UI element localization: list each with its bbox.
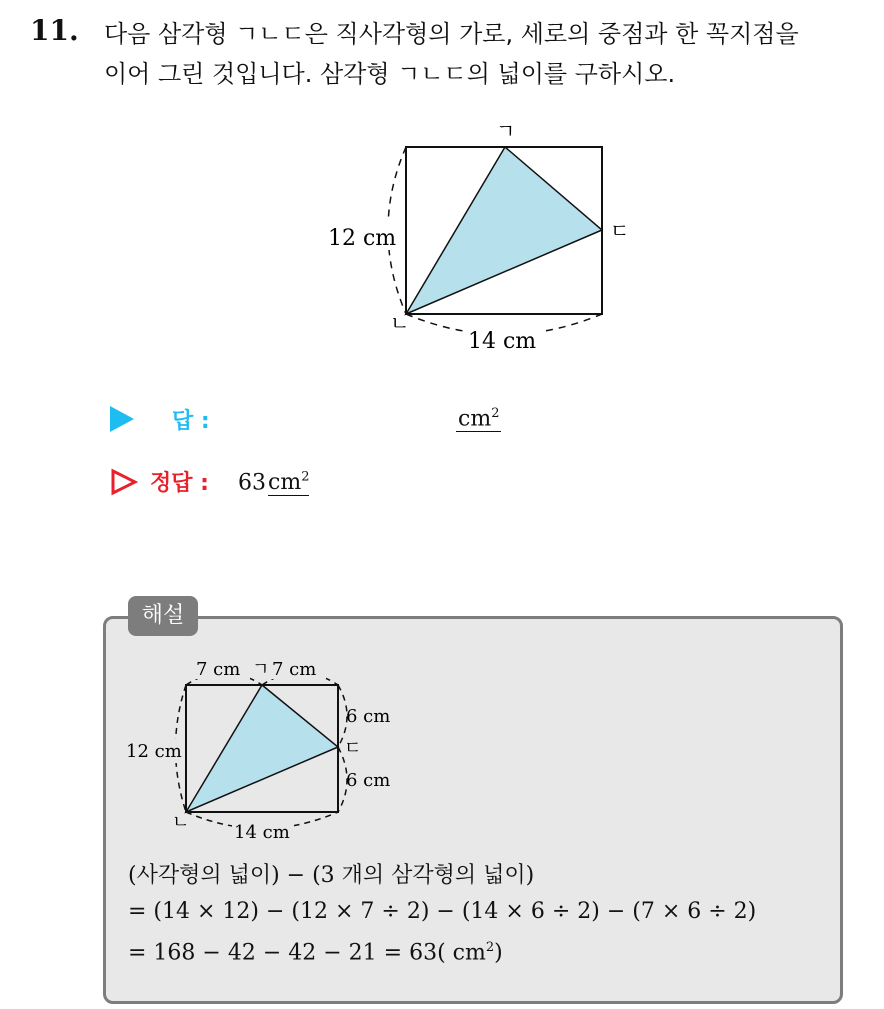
answer-unit-exponent: 2: [491, 406, 500, 421]
sol-right-bottom-label: 6 cm: [346, 770, 391, 791]
answer-unit: cm: [458, 406, 492, 432]
question-line-1: 다음 삼각형 ㄱㄴㄷ은 직사각형의 가로, 세로의 중점과 한 꼭지점을: [104, 20, 799, 48]
question-line-2: 이어 그린 것입니다. 삼각형 ㄱㄴㄷ의 넓이를 구하시오.: [104, 60, 676, 88]
sol-left-label: 12 cm: [126, 741, 182, 762]
correct-unit-exponent: 2: [301, 470, 310, 485]
question-number: 11.: [30, 14, 79, 47]
vertex-g-label: ㄱ: [496, 119, 516, 143]
vertex-n-label: ㄴ: [390, 311, 410, 335]
solution-line-3-prefix: = 168 − 42 − 42 − 21 = 63( cm: [128, 940, 486, 966]
solution-text: [128, 858, 756, 966]
vertex-d-label: ㄷ: [610, 219, 630, 243]
solution-line-2: = (14 × 12) − (12 × 7 ÷ 2) − (14 × 6 ÷ 2) − (7 × 6 ÷ 2): [128, 899, 757, 924]
width-label: 14 cm: [468, 329, 537, 354]
correct-value: 63: [238, 470, 266, 496]
sol-vertex-n: ㄴ: [172, 812, 190, 833]
sol-vertex-d: ㄷ: [344, 738, 362, 759]
correct-unit: cm: [268, 470, 302, 496]
solution-tag: 해설: [128, 596, 198, 636]
correct-answer-label: 정답 :: [150, 471, 209, 496]
solution-line-3: [128, 930, 756, 966]
sol-top-right-label: 7 cm: [272, 659, 317, 680]
solution-line-3-exp: 2: [485, 940, 495, 955]
sol-vertex-g: ㄱ: [252, 659, 270, 680]
solution-line-1: (사각형의 넓이) − (3 개의 삼각형의 넓이): [128, 863, 535, 888]
sol-top-left-label: 7 cm: [196, 659, 241, 680]
sol-right-top-label: 6 cm: [346, 706, 391, 727]
sol-bottom-label: 14 cm: [234, 822, 290, 843]
solution-line-3-suffix: ): [494, 940, 503, 966]
height-label: 12 cm: [328, 226, 397, 251]
sol-triangle: [186, 685, 338, 812]
answer-label: 답 :: [172, 409, 210, 434]
